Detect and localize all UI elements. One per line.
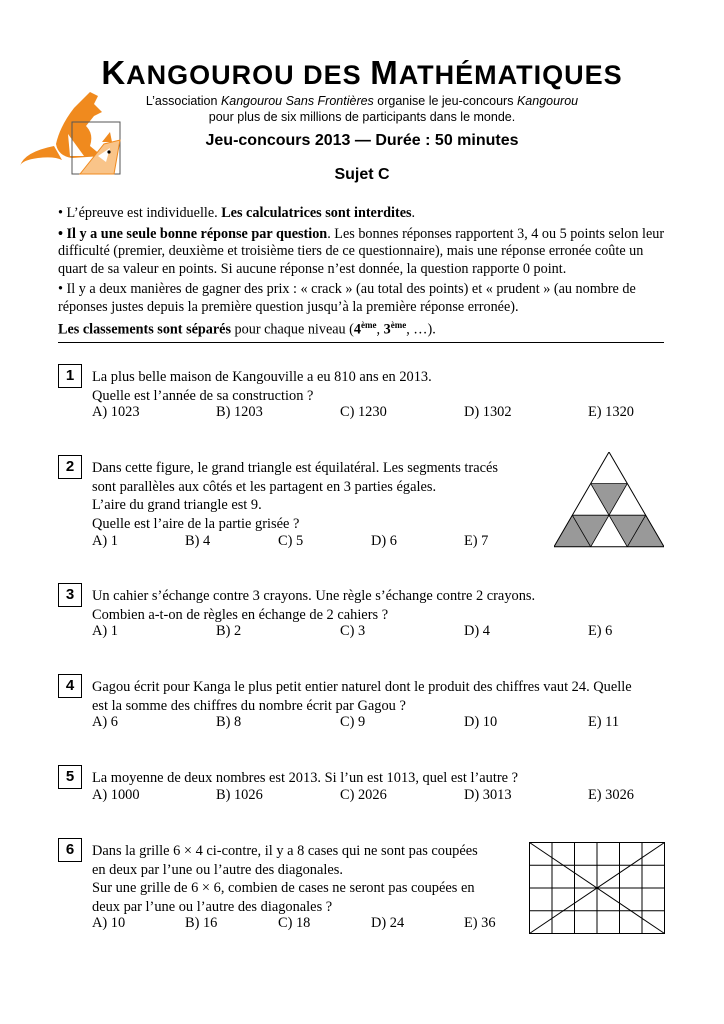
answer-choices [92,787,672,805]
question-line: Quelle est l’aire de la partie grisée ? [92,515,300,532]
answer-b[interactable]: B) 4 [185,533,211,549]
answer-c[interactable]: C) 2026 [340,787,387,803]
answer-b[interactable]: B) 1203 [216,404,263,420]
answer-d[interactable]: D) 6 [371,533,397,549]
rule-3-text: • Il y a deux manières de gagner des prix : « crack » (au total des points) et « prudent » (au nombre de réponses justes depuis la première question jusqu’à la première réponse erronée). [58,281,636,315]
question-number: 2 [58,455,82,479]
answer-b[interactable]: B) 16 [185,915,218,931]
kangaroo-logo [14,86,126,192]
question-line: Gagou écrit pour Kanga le plus petit entier naturel dont le produit des chiffres vaut 24. Quelle [92,679,632,695]
question-line: sont parallèles aux côtés et les partagent en 3 parties égales. [92,478,437,495]
answer-d[interactable]: D) 4 [464,623,490,639]
shaded-region [591,484,628,516]
rule-4-sep: , [376,321,384,338]
rules-block [58,205,668,342]
answer-e[interactable]: E) 36 [464,915,496,931]
rule-1 [58,205,668,223]
rule-4-level1: 4 [353,321,362,338]
header-divider [58,342,664,343]
question-line: Dans la grille 6 × 4 ci-contre, il y a 8 cases qui ne sont pas coupées [92,843,478,859]
question-line: Combien a-t-on de règles en échange de 2 cahiers ? [92,606,389,623]
answer-d[interactable]: D) 24 [371,915,405,931]
rule-1-post: . [411,205,416,221]
contest-heading: Jeu-concours 2013 — Durée : 50 minutes [205,132,519,149]
answer-d[interactable]: D) 10 [464,714,498,730]
answer-a[interactable]: A) 1000 [92,787,140,803]
rule-4-end: , …). [406,321,436,338]
answer-a[interactable]: A) 6 [92,714,118,730]
question-text [92,459,498,533]
rule-3 [58,281,668,339]
subject-heading: Sujet C [334,166,390,183]
question-line: deux par l’une ou l’autre des diagonales ? [92,898,333,915]
question-line: est la somme des chiffres du nombre écrit par Gagou ? [92,697,406,714]
answer-d[interactable]: D) 3013 [464,787,512,803]
question-number: 6 [58,838,82,862]
rule-4-level2: 3 [383,321,391,338]
answer-b[interactable]: B) 8 [216,714,242,730]
question-text [92,587,535,624]
answer-c[interactable]: C) 3 [340,623,366,639]
intro-mid: organise le jeu-concours [373,94,517,108]
page-title: KANGOUROU DES MATHÉMATIQUES [101,54,623,91]
rule-4-sup1: ème [361,319,377,330]
answer-a[interactable]: A) 1 [92,623,118,639]
question-number: 1 [58,364,82,388]
answer-e[interactable]: E) 6 [588,623,613,639]
question-line: Un cahier s’échange contre 3 crayons. Une règle s’échange contre 2 crayons. [92,588,536,604]
question-text [92,842,478,916]
intro-text [120,93,604,125]
question-line: Dans cette figure, le grand triangle est équilatéral. Les segments tracés [92,460,498,476]
answer-e[interactable]: E) 3026 [588,787,634,803]
question-line: La moyenne de deux nombres est 2013. Si l’un est 1013, quel est l’autre ? [92,770,519,786]
answer-e[interactable]: E) 11 [588,714,620,730]
rule-2-text: . Les bonnes réponses rapportent 3, 4 ou 5 points selon leur difficulté (premier, deuxième et troisième tiers de ce questionnaire), mais une réponse erronée coûte un quart de sa valeur en points. Si aucune réponse n’est donnée, la question rapporte 0 point. [58,225,665,277]
answer-d[interactable]: D) 1302 [464,404,512,420]
intro-contest-name: Kangourou [516,94,579,108]
question-number: 4 [58,674,82,698]
answer-c[interactable]: C) 5 [278,533,304,549]
rule-1-pre: • L’épreuve est individuelle. [58,205,222,221]
intro-line2: pour plus de six millions de participants dans le monde. [208,110,516,124]
answer-b[interactable]: B) 1026 [216,787,263,803]
question-line: Sur une grille de 6 × 6, combien de cases ne seront pas coupées en [92,880,475,896]
rule-2-bold: • Il y a une seule bonne réponse par question [58,225,328,242]
answer-c[interactable]: C) 18 [278,915,311,931]
rule-4-bold: Les classements sont séparés [58,321,231,338]
intro-org: Kangourou Sans Frontières [220,94,374,108]
question-line: La plus belle maison de Kangouville a eu 810 ans en 2013. [92,369,432,385]
answer-a[interactable]: A) 1 [92,533,118,549]
triangle-figure [554,452,664,548]
answer-e[interactable]: E) 7 [464,533,489,549]
question-text [92,769,518,788]
answer-a[interactable]: A) 1023 [92,404,140,420]
answer-choices [92,623,672,641]
rule-1-bold: Les calculatrices sont interdites [221,205,412,221]
intro-pre: L’association [145,94,221,108]
answer-choices [92,714,672,732]
question-line: en deux par l’une ou l’autre des diagonales. [92,861,343,878]
rule-2 [58,226,668,279]
question-text [92,368,432,405]
rule-4-sup2: ème [390,319,407,330]
question-text [92,678,632,715]
answer-a[interactable]: A) 10 [92,915,126,931]
grid-figure [529,842,665,934]
question-number: 5 [58,765,82,789]
rule-4-text: pour chaque niveau ( [231,321,354,338]
question-line: L’aire du grand triangle est 9. [92,497,262,513]
answer-c[interactable]: C) 9 [340,714,366,730]
answer-c[interactable]: C) 1230 [340,404,387,420]
answer-choices [92,404,672,422]
answer-b[interactable]: B) 2 [216,623,242,639]
answer-e[interactable]: E) 1320 [588,404,634,420]
question-line: Quelle est l’année de sa construction ? [92,387,314,404]
question-number: 3 [58,583,82,607]
